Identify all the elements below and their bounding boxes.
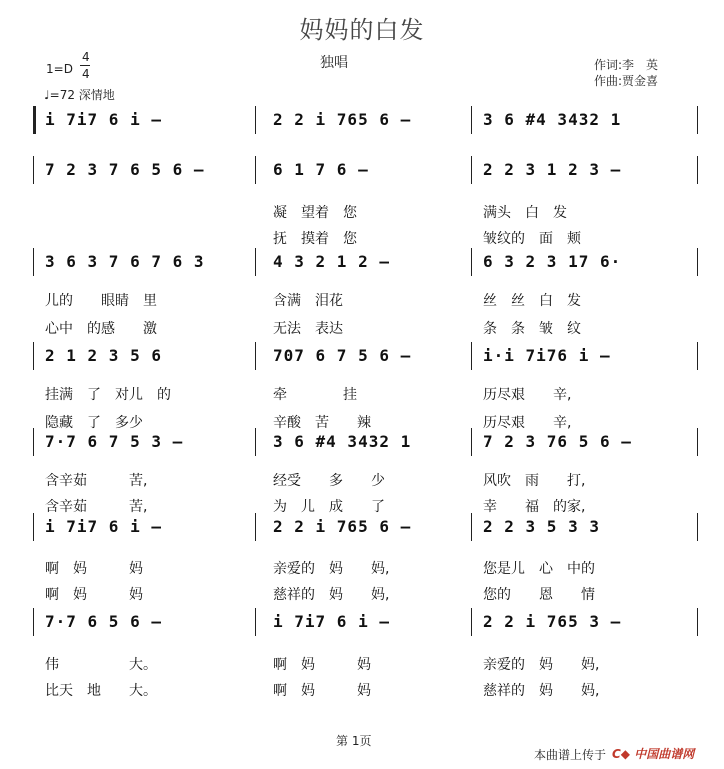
score-row xyxy=(33,612,701,630)
performance-mode: 独唱 xyxy=(320,55,348,71)
lyric-segment: 丝 丝 白 发 xyxy=(483,293,581,309)
measure-notes: 7·7 6 7 5 3 – xyxy=(45,432,184,451)
lyric-segment: 满头 白 发 xyxy=(483,205,567,221)
barline xyxy=(697,248,698,276)
measure-notes: 6 1 7 6 – xyxy=(273,160,369,179)
time-signature-bottom: 4 xyxy=(82,67,90,81)
lyric-line xyxy=(33,558,701,577)
lyric-segment: 儿的 眼睛 里 xyxy=(45,293,157,309)
lyric-segment: 亲爱的 妈 妈, xyxy=(273,561,390,577)
lyric-line xyxy=(33,384,701,403)
barline xyxy=(471,342,472,370)
lyric-segment: 风吹 雨 打, xyxy=(483,473,586,489)
lyric-segment: 比天 地 大。 xyxy=(45,683,157,699)
measure-notes: i 7i7 6 i – xyxy=(45,110,162,129)
barline xyxy=(255,608,256,636)
lyric-line xyxy=(33,228,701,247)
lyric-segment: 历尽艰 辛, xyxy=(483,387,572,403)
measure-notes: 2 2 i 765 3 – xyxy=(483,612,622,631)
lyric-segment: 啊 妈 妈 xyxy=(273,683,371,699)
lyric-segment: 您的 恩 情 xyxy=(483,587,595,603)
score-row xyxy=(33,110,701,128)
barline xyxy=(471,248,472,276)
barline xyxy=(33,342,34,370)
measure-notes: 2 2 i 765 6 – xyxy=(273,110,412,129)
score-row xyxy=(33,517,701,535)
barline xyxy=(255,156,256,184)
lyric-segment: 经受 多 少 xyxy=(273,473,385,489)
barline xyxy=(697,513,698,541)
measure-notes: 6 3 2 3 17 6· xyxy=(483,252,622,271)
barline xyxy=(471,608,472,636)
lyric-segment: 皱纹的 面 颊 xyxy=(483,231,581,247)
barline xyxy=(697,156,698,184)
barline xyxy=(255,428,256,456)
measure-notes: 3 6 3 7 6 7 6 3 xyxy=(45,252,205,271)
lyric-segment: 慈祥的 妈 妈, xyxy=(273,587,390,603)
tempo-marking: ♩=72 深情地 xyxy=(44,88,115,102)
site-name: 中国曲谱网 xyxy=(634,747,695,761)
lyric-segment: 无法 表达 xyxy=(273,321,343,337)
lyric-segment: 隐藏 了 多少 xyxy=(45,415,143,431)
lyric-segment: 伟 大。 xyxy=(45,657,157,673)
site-logo xyxy=(612,745,694,762)
lyricist-credit: 作词:李 英 xyxy=(594,58,659,72)
page-title: 妈妈的白发 xyxy=(299,16,425,44)
barline xyxy=(471,156,472,184)
lyric-line xyxy=(33,584,701,603)
barline xyxy=(471,106,472,134)
lyric-line xyxy=(33,202,701,221)
lyric-segment: 含满 泪花 xyxy=(273,293,343,309)
barline xyxy=(471,513,472,541)
measure-notes: 7 2 3 7 6 5 6 – xyxy=(45,160,205,179)
key-signature: 1=D xyxy=(46,62,73,76)
barline xyxy=(255,513,256,541)
uploader-note: 本曲谱上传于 xyxy=(534,748,607,762)
time-signature-top: 4 xyxy=(82,50,90,64)
lyric-line xyxy=(33,290,701,309)
page-number: 第 1页 xyxy=(336,734,372,748)
measure-notes: i·i 7i76 i – xyxy=(483,346,611,365)
lyric-segment: 辛酸 苦 辣 xyxy=(273,415,371,431)
barline xyxy=(471,428,472,456)
lyric-segment: 含辛茹 苦, xyxy=(45,499,148,515)
lyric-line xyxy=(33,654,701,673)
lyric-segment: 含辛茹 苦, xyxy=(45,473,148,489)
measure-notes: 3 6 #4 3432 1 xyxy=(273,432,412,451)
score-row xyxy=(33,252,701,270)
barline xyxy=(255,248,256,276)
barline xyxy=(697,608,698,636)
lyric-segment: 您是儿 心 中的 xyxy=(483,561,595,577)
barline xyxy=(255,106,256,134)
logo-mark-icon: C◆ xyxy=(612,747,635,761)
measure-notes: 3 6 #4 3432 1 xyxy=(483,110,622,129)
lyric-segment: 牵 挂 xyxy=(273,387,357,403)
lyric-segment: 慈祥的 妈 妈, xyxy=(483,683,600,699)
lyric-segment: 挂满 了 对儿 的 xyxy=(45,387,171,403)
lyric-segment: 为 儿 成 了 xyxy=(273,499,385,515)
lyric-segment: 凝 望着 您 xyxy=(273,205,357,221)
score-row xyxy=(33,346,701,364)
barline xyxy=(697,428,698,456)
lyric-segment: 啊 妈 妈 xyxy=(273,657,371,673)
lyric-segment: 亲爱的 妈 妈, xyxy=(483,657,600,673)
lyric-segment: 条 条 皱 纹 xyxy=(483,321,581,337)
measure-notes: i 7i7 6 i – xyxy=(45,517,162,536)
lyric-line xyxy=(33,470,701,489)
barline xyxy=(255,342,256,370)
lyric-line xyxy=(33,680,701,699)
barline xyxy=(33,248,34,276)
barline xyxy=(33,156,34,184)
measure-notes: 2 2 3 1 2 3 – xyxy=(483,160,622,179)
measure-notes: i 7i7 6 i – xyxy=(273,612,390,631)
measure-notes: 2 2 3 5 3 3 xyxy=(483,517,600,536)
lyric-line xyxy=(33,412,701,431)
barline xyxy=(33,428,34,456)
time-signature-line xyxy=(80,65,90,66)
lyric-segment: 啊 妈 妈 xyxy=(45,561,143,577)
lyric-segment: 历尽艰 辛, xyxy=(483,415,572,431)
composer-credit: 作曲:贾金喜 xyxy=(594,74,659,88)
measure-notes: 707 6 7 5 6 – xyxy=(273,346,412,365)
measure-notes: 2 2 i 765 6 – xyxy=(273,517,412,536)
lyric-line xyxy=(33,496,701,515)
lyric-segment: 啊 妈 妈 xyxy=(45,587,143,603)
score-row xyxy=(33,160,701,178)
barline xyxy=(33,608,34,636)
lyric-line xyxy=(33,318,701,337)
barline xyxy=(33,513,34,541)
barline xyxy=(33,106,36,134)
lyric-segment: 幸 福 的家, xyxy=(483,499,586,515)
barline xyxy=(697,106,698,134)
lyric-segment: 抚 摸着 您 xyxy=(273,231,357,247)
measure-notes: 7 2 3 76 5 6 – xyxy=(483,432,632,451)
measure-notes: 2 1 2 3 5 6 xyxy=(45,346,162,365)
score-row xyxy=(33,432,701,450)
measure-notes: 7·7 6 5 6 – xyxy=(45,612,162,631)
measure-notes: 4 3 2 1 2 – xyxy=(273,252,390,271)
barline xyxy=(697,342,698,370)
lyric-segment: 心中 的感 激 xyxy=(45,321,157,337)
